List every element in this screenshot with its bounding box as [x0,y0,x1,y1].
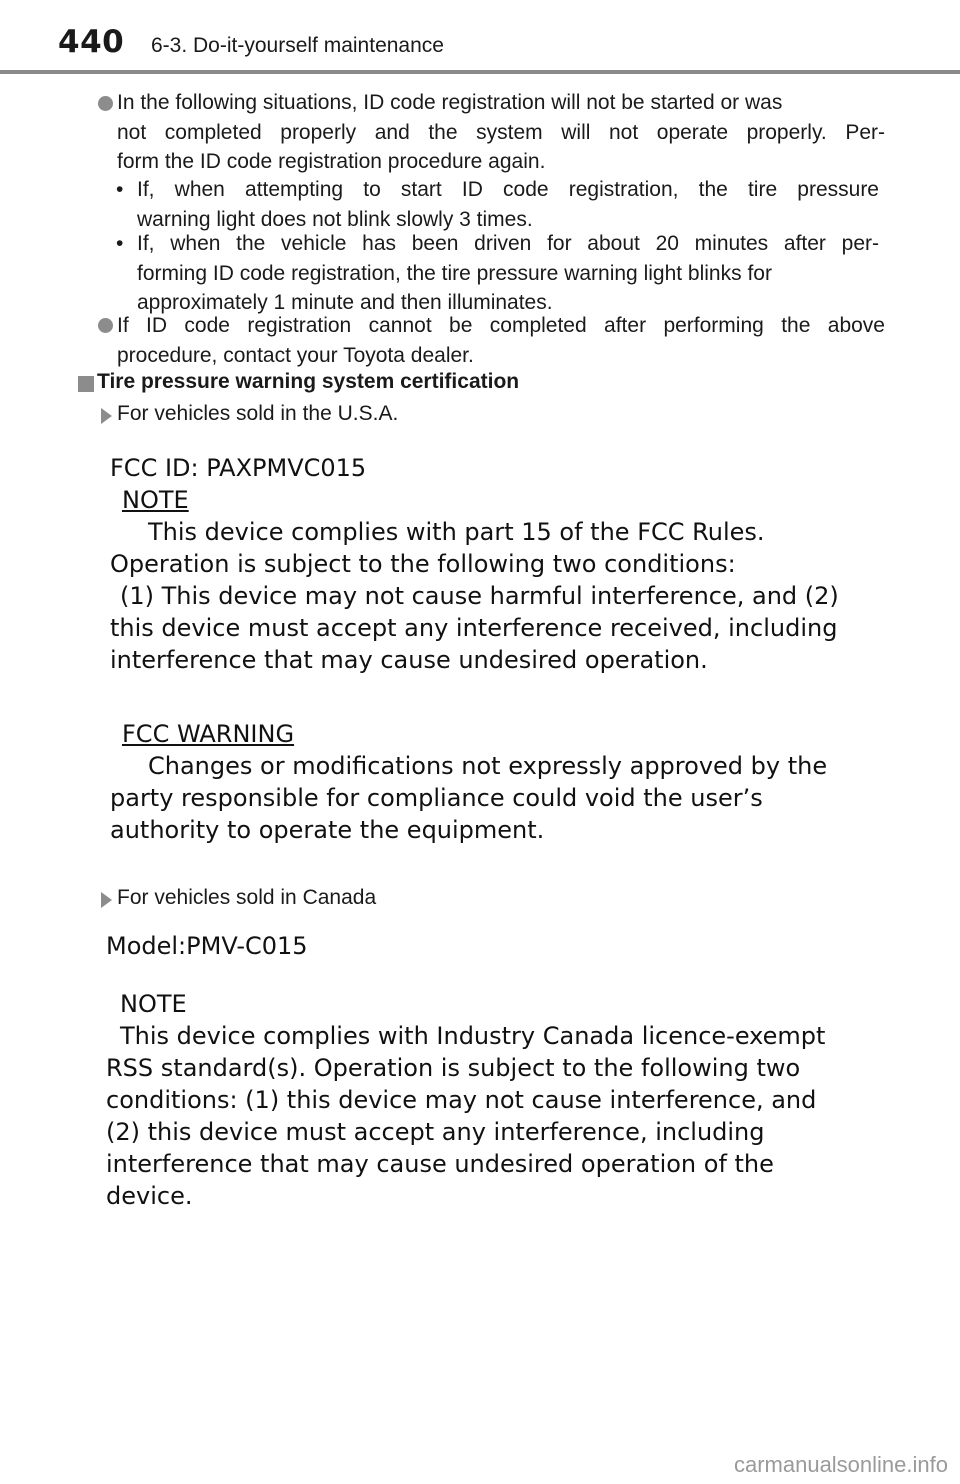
page-header [0,0,960,74]
sub-item-line: warning light does not blink slowly 3 times. [137,207,533,231]
sub-item-line: forming ID code registration, the tire pressure warning light blinks for [137,261,772,285]
note-line: conditions: (1) this device may not cause interference, and [106,1086,817,1114]
heading-square-icon [78,376,94,392]
note-line: (2) this device must accept any interference, including [106,1118,765,1146]
note-line: interference that may cause undesired operation of the [106,1150,774,1178]
sub-item [137,229,879,318]
note-line: device. [106,1182,193,1210]
fcc-id: FCC ID: PAXPMVC015 [110,454,367,482]
section-title: 6-3. Do-it-yourself maintenance [151,34,444,57]
warning-line: authority to operate the equipment. [110,816,545,844]
watermark: carmanualsonline.info [733,1452,948,1477]
sub-bullet-marker: • [116,178,124,201]
paragraph-line: procedure, contact your Toyota dealer. [117,343,474,367]
paragraph-line: In the following situations, ID code registration will not be started or was [117,91,783,114]
note-line: interference that may cause undesired operation. [110,646,708,674]
section-heading: Tire pressure warning system certification [97,370,520,393]
model-id: Model:PMV-C015 [106,932,308,960]
note-title: NOTE [122,486,189,514]
triangle-arrow-icon [101,892,112,908]
sub-item-line: If, when the vehicle has been driven for about 20 minutes after per- [137,232,879,255]
sub-item-line: If, when attempting to start ID code registration, the tire pressure [137,178,879,201]
bullet-dot-icon [98,96,113,111]
paragraph-line: form the ID code registration procedure again. [117,150,546,173]
note-title: NOTE [120,990,187,1018]
usa-label: For vehicles sold in the U.S.A. [117,402,399,425]
header-divider [0,70,960,74]
canada-certification-block [106,930,896,1212]
sub-item [137,175,879,234]
warning-title: FCC WARNING [122,720,295,748]
warning-line: Changes or modifications not expressly approved by the [148,752,828,780]
sub-bullet-marker: • [116,232,124,255]
bullet-paragraph [117,88,885,177]
paragraph-line: not completed properly and the system will not operate properly. Per- [117,120,885,144]
bullet-paragraph [117,311,885,370]
page-number: 440 [58,24,125,60]
paragraph-line: If ID code registration cannot be completed after performing the above [117,314,885,337]
bullet-dot-icon [98,318,113,333]
note-line: RSS standard(s). Operation is subject to the following two [106,1054,801,1082]
triangle-arrow-icon [101,408,112,424]
canada-label: For vehicles sold in Canada [117,886,377,909]
warning-line: party responsible for compliance could void the user’s [110,784,763,812]
sub-item-line: approximately 1 minute and then illuminates. [137,291,553,314]
fcc-certification-block [110,452,890,846]
note-line: Operation is subject to the following two conditions: [110,550,736,578]
note-line: This device complies with Industry Canada licence-exempt [120,1022,826,1050]
note-line: This device complies with part 15 of the FCC Rules. [148,518,765,546]
note-line: this device must accept any interference received, including [110,614,838,642]
note-line: (1) This device may not cause harmful interference, and (2) [120,582,839,610]
